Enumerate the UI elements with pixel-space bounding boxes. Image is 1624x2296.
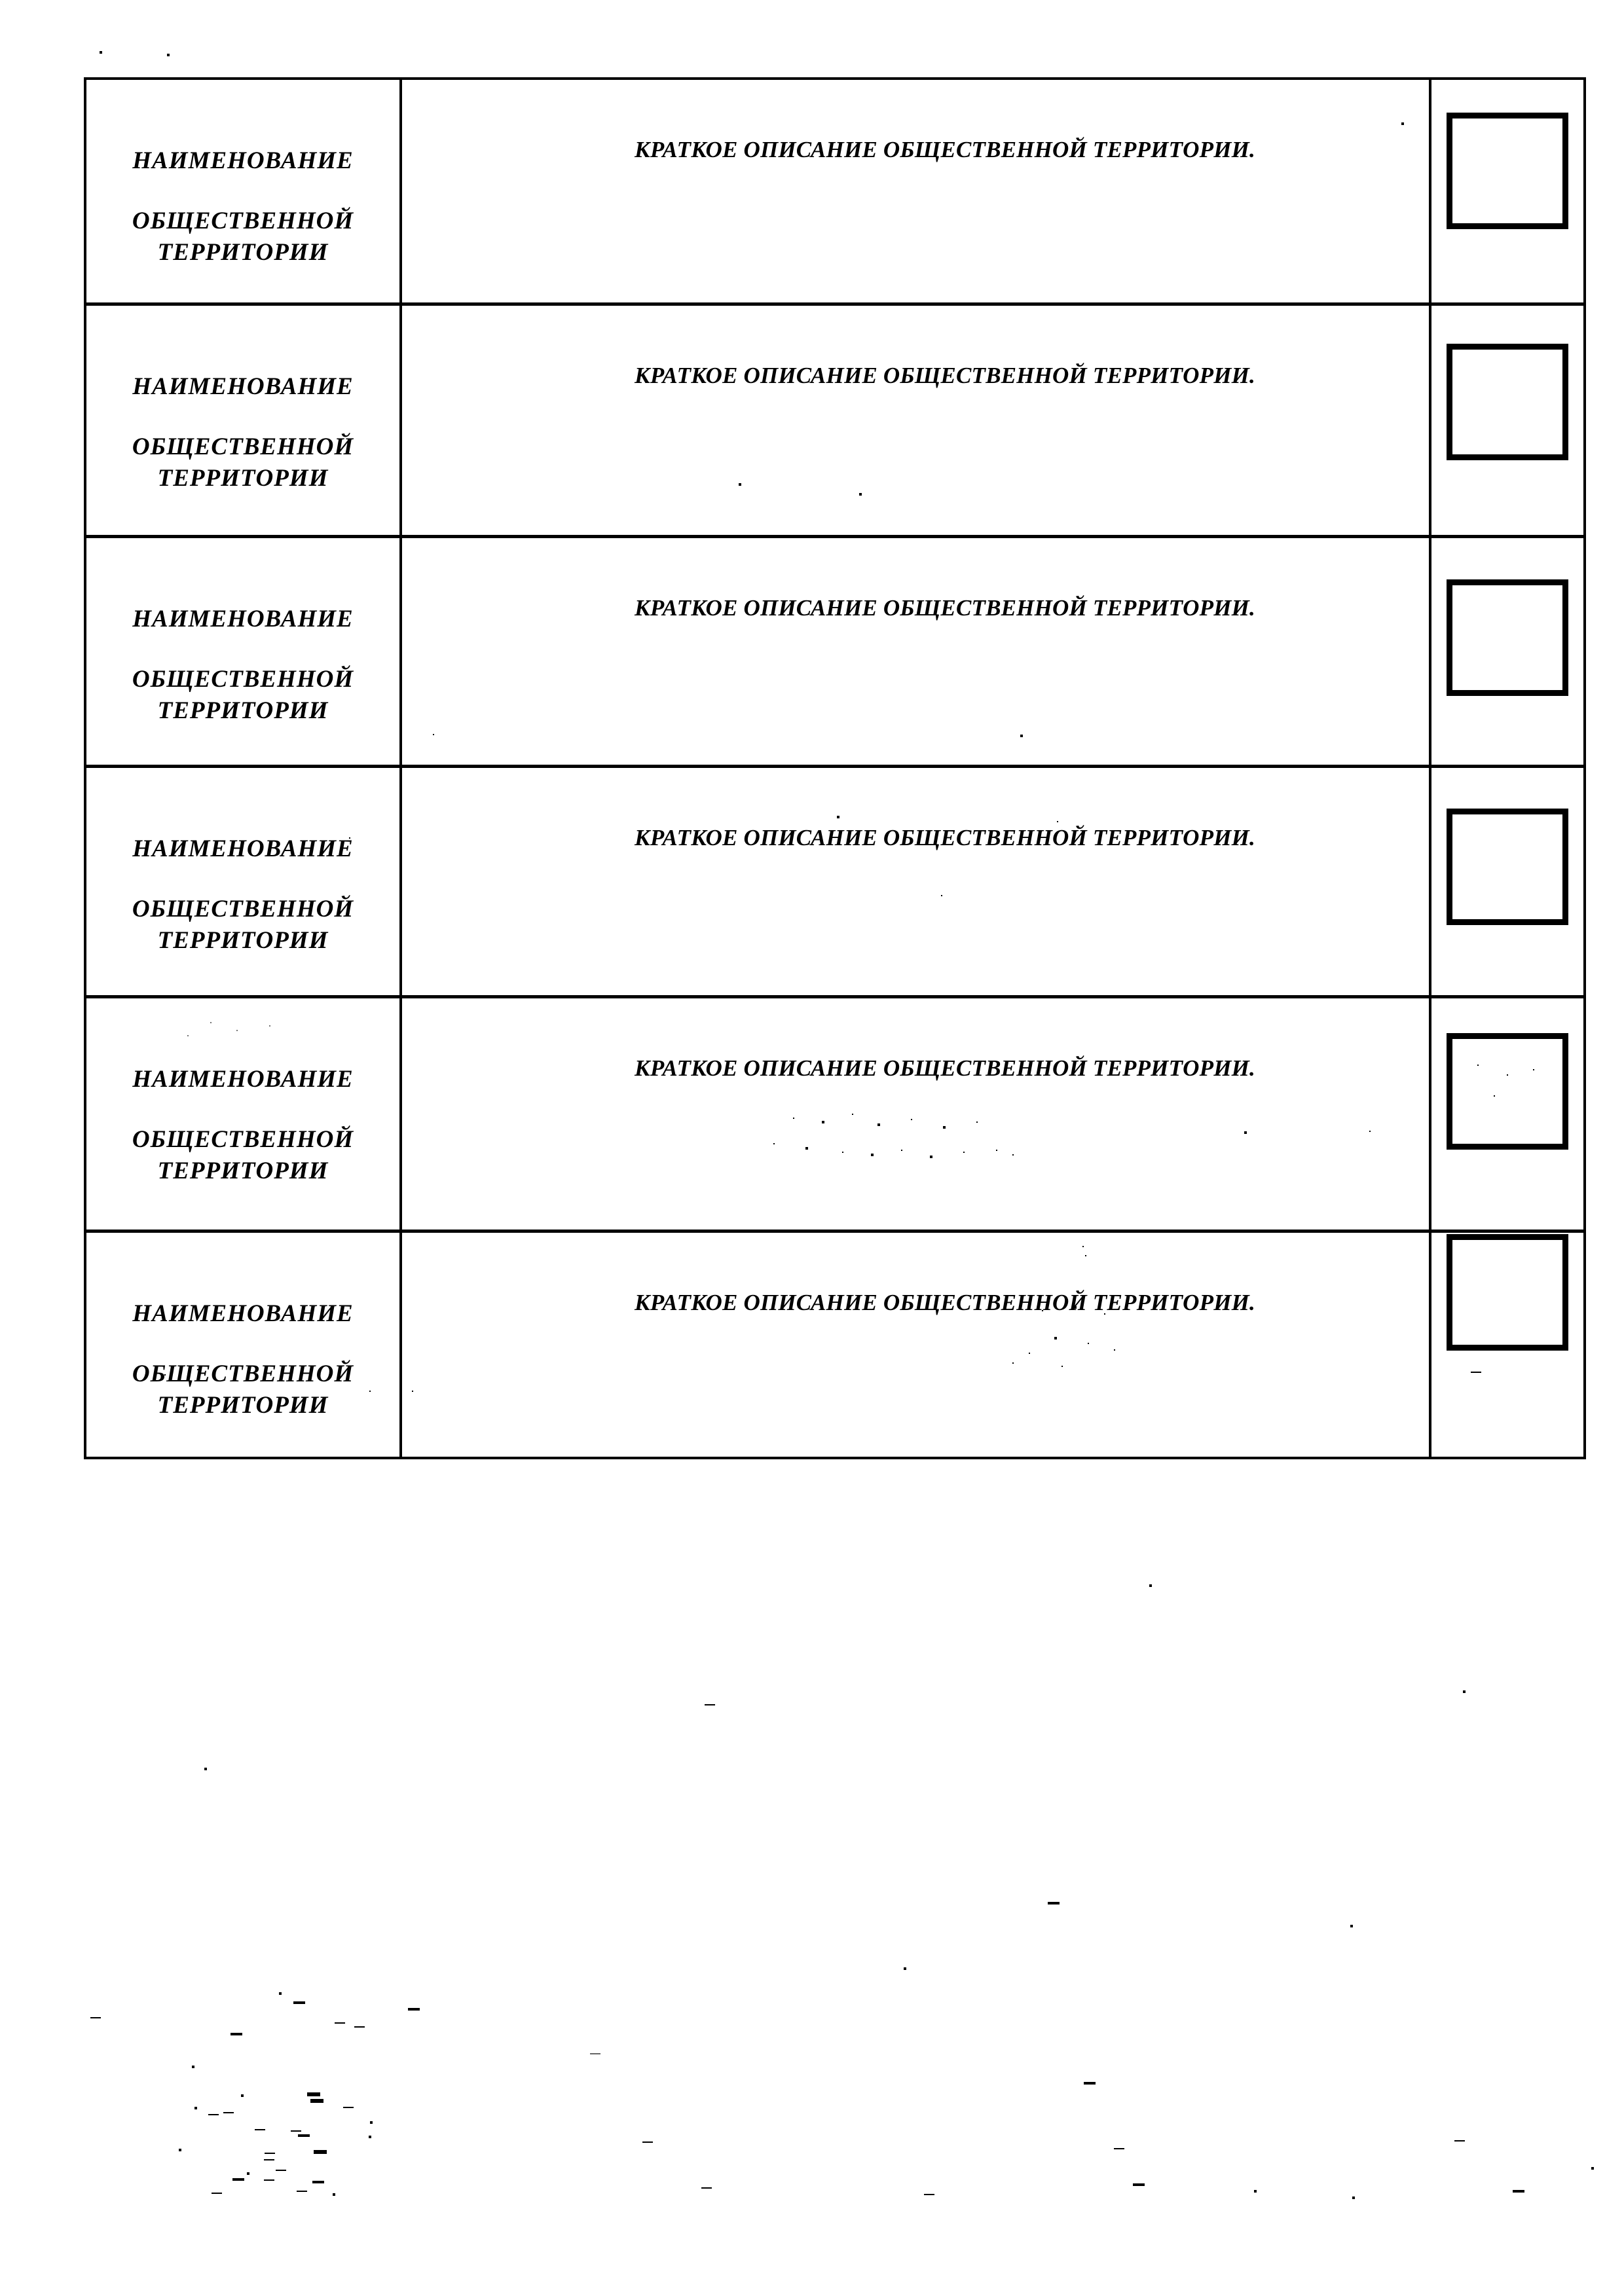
territory-name-line: ОБЩЕСТВЕННОЙ [132, 896, 354, 922]
selection-checkbox[interactable] [1447, 809, 1568, 925]
territory-name-line: ТЕРРИТОРИИ [157, 927, 329, 954]
table-row [86, 302, 1583, 535]
selection-checkbox[interactable] [1447, 113, 1568, 229]
territory-name-line: ОБЩЕСТВЕННОЙ [132, 666, 354, 693]
territory-name-line: ТЕРРИТОРИИ [157, 697, 329, 724]
table-row [86, 80, 1583, 302]
territory-name-line: ТЕРРИТОРИИ [157, 1157, 329, 1184]
selection-checkbox[interactable] [1447, 1033, 1568, 1150]
selection-checkbox[interactable] [1447, 344, 1568, 460]
territory-description: КРАТКОЕ ОПИСАНИЕ ОБЩЕСТВЕННОЙ ТЕРРИТОРИИ. [634, 825, 1256, 850]
territory-name-line: ОБЩЕСТВЕННОЙ [132, 208, 354, 234]
territory-name-line: ОБЩЕСТВЕННОЙ [132, 1360, 354, 1387]
territory-name-line: НАИМЕНОВАНИЕ [132, 1300, 354, 1327]
territory-description: КРАТКОЕ ОПИСАНИЕ ОБЩЕСТВЕННОЙ ТЕРРИТОРИИ. [634, 595, 1256, 621]
territory-name-line: ОБЩЕСТВЕННОЙ [132, 1126, 354, 1153]
checkbox-cell [1431, 538, 1583, 765]
territory-name-line: НАИМЕНОВАНИЕ [132, 835, 354, 862]
territory-name-cell [86, 306, 402, 535]
checkbox-cell [1431, 80, 1583, 302]
territory-name-line: НАИМЕНОВАНИЕ [132, 147, 354, 174]
table-row [86, 535, 1583, 765]
territory-description: КРАТКОЕ ОПИСАНИЕ ОБЩЕСТВЕННОЙ ТЕРРИТОРИИ. [634, 1290, 1256, 1315]
territory-description: КРАТКОЕ ОПИСАНИЕ ОБЩЕСТВЕННОЙ ТЕРРИТОРИИ. [634, 1055, 1256, 1081]
territory-description-cell [402, 306, 1431, 535]
territory-description: КРАТКОЕ ОПИСАНИЕ ОБЩЕСТВЕННОЙ ТЕРРИТОРИИ. [634, 137, 1256, 162]
territory-description-cell [402, 768, 1431, 995]
selection-checkbox[interactable] [1447, 1234, 1568, 1351]
table-row [86, 1230, 1583, 1457]
territory-name-line: НАИМЕНОВАНИЕ [132, 606, 354, 632]
territory-name-cell [86, 1233, 402, 1457]
scan-noise-dashes [0, 0, 12, 3]
checkbox-cell [1431, 768, 1583, 995]
territory-description: КРАТКОЕ ОПИСАНИЕ ОБЩЕСТВЕННОЙ ТЕРРИТОРИИ. [634, 363, 1256, 388]
territory-name-line: ТЕРРИТОРИИ [157, 465, 329, 492]
scan-noise-dots [0, 0, 3, 3]
territories-table [84, 77, 1586, 1459]
checkbox-cell [1431, 1233, 1583, 1457]
territory-description-cell [402, 80, 1431, 302]
territory-name-cell [86, 80, 402, 302]
territory-name-line: ТЕРРИТОРИИ [157, 239, 329, 266]
territory-description-cell [402, 998, 1431, 1230]
territory-name-cell [86, 768, 402, 995]
checkbox-cell [1431, 998, 1583, 1230]
territory-name-line: ТЕРРИТОРИИ [157, 1392, 329, 1419]
territory-name-line: НАИМЕНОВАНИЕ [132, 373, 354, 400]
table-row [86, 765, 1583, 995]
table-row [86, 995, 1583, 1230]
selection-checkbox[interactable] [1447, 579, 1568, 696]
territory-name-cell [86, 538, 402, 765]
territory-description-cell [402, 1233, 1431, 1457]
territory-name-cell [86, 998, 402, 1230]
territory-name-line: НАИМЕНОВАНИЕ [132, 1066, 354, 1093]
territory-name-line: ОБЩЕСТВЕННОЙ [132, 433, 354, 460]
checkbox-cell [1431, 306, 1583, 535]
territory-description-cell [402, 538, 1431, 765]
